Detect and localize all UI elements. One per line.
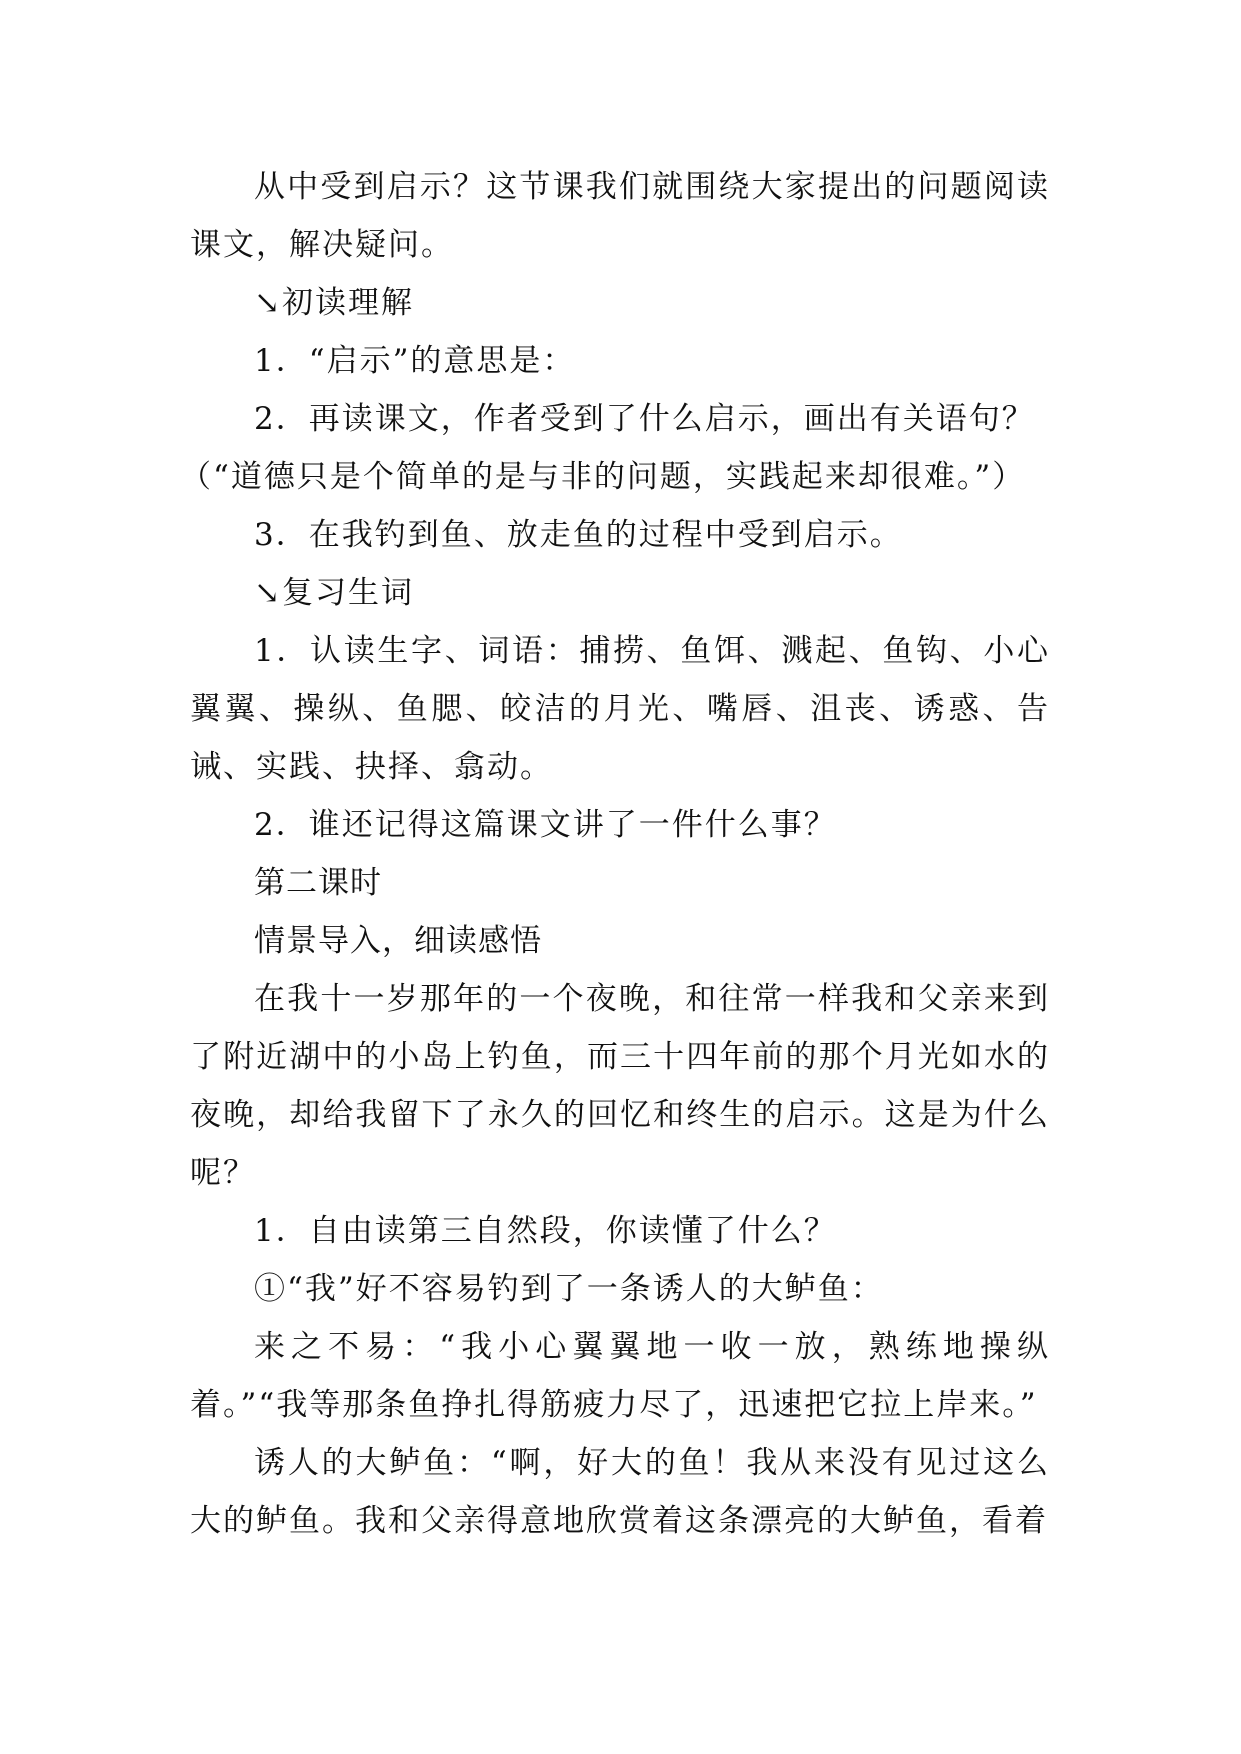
list-item-free-reading: 1．自由读第三自然段，你读懂了什么？ — [254, 1213, 837, 1249]
section-heading-scenario-intro: 情景导入，细读感悟 — [254, 923, 542, 959]
section-heading-review-vocabulary: ↘复习生词 — [254, 575, 414, 611]
paragraph-tempting-bass: 诱人的大鲈鱼：“啊，好大的鱼！我从来没有见过这么大的鲈鱼。我和父亲得意地欣赏着这条漂亮的大鲈鱼，看着 — [190, 1445, 1050, 1539]
quoted-answer: （“道德只是个简单的是与非的问题，实践起来却很难。”） — [180, 459, 1026, 495]
lesson-heading-second-period: 第二课时 — [254, 865, 382, 901]
paragraph-hard-won: 来之不易：“我小心翼翼地一收一放，熟练地操纵着。”“我等那条鱼挣扎得筋疲力尽了，迅速把它拉上岸来。” — [190, 1329, 1050, 1423]
list-item-story-recall: 2．谁还记得这篇课文讲了一件什么事？ — [254, 807, 837, 843]
list-item-meaning-of-qishi: 1．“启示”的意思是： — [254, 343, 576, 379]
list-item-reread-question: 2．再读课文，作者受到了什么启示，画出有关语句？ — [254, 401, 1035, 437]
document-body — [180, 158, 1050, 1550]
paragraph-intro: 从中受到启示？这节课我们就围绕大家提出的问题阅读课文，解决疑问。 — [190, 169, 1050, 263]
paragraph-scenario: 在我十一岁那年的一个夜晚，和往常一样我和父亲来到了附近湖中的小岛上钓鱼，而三十四年前的那个月光如水的夜晚，却给我留下了永久的回忆和终生的启示。这是为什么呢？ — [190, 981, 1050, 1191]
sub-item-caught-bass: ①“我”好不容易钓到了一条诱人的大鲈鱼： — [254, 1271, 884, 1307]
section-heading-initial-reading: ↘初读理解 — [254, 285, 414, 321]
list-item-inspiration-process: 3．在我钓到鱼、放走鱼的过程中受到启示。 — [254, 517, 903, 553]
list-item-vocabulary: 1．认读生字、词语：捕捞、鱼饵、溅起、鱼钩、小心翼翼、操纵、鱼腮、皎洁的月光、嘴唇、沮丧、诱惑、告诫、实践、抉择、翕动。 — [190, 633, 1050, 785]
